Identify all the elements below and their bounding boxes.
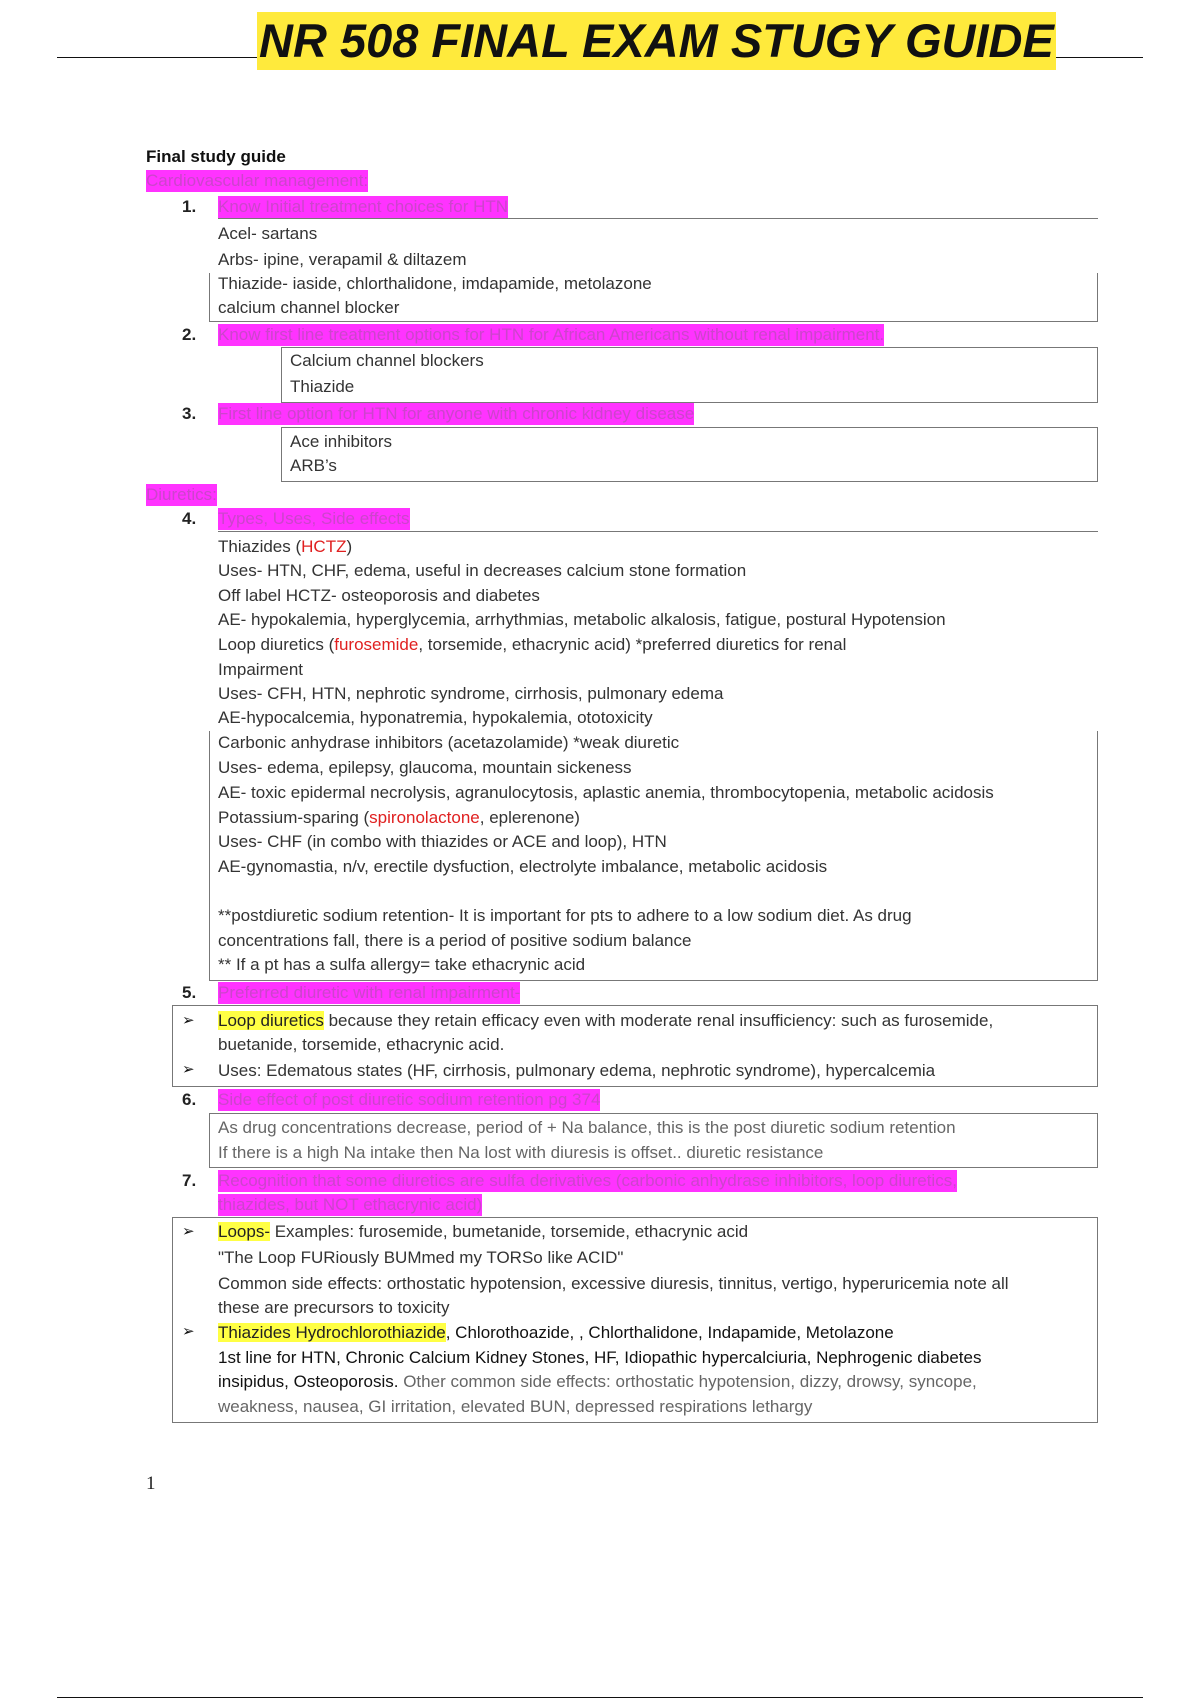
q1-number: 1.	[182, 197, 197, 216]
section-cardiovascular: Cardiovascular management:	[146, 171, 369, 190]
q4-line-15: concentrations fall, there is a period of positive sodium balance	[218, 931, 692, 950]
q1-line-4: calcium channel blocker	[218, 298, 400, 317]
q2-number: 2.	[182, 325, 197, 344]
q7-side-effects-2: these are precursors to toxicity	[218, 1298, 450, 1317]
q5-question: Preferred diuretic with renal impairment-	[218, 983, 521, 1002]
guide-heading: Final study guide	[146, 147, 286, 166]
q4-line-8: Carbonic anhydrase inhibitors (acetazolamide) *weak diuretic	[218, 733, 680, 752]
q4-potassium-sparing: Potassium-sparing (spironolactone, eplerenone)	[218, 808, 580, 827]
q7-side-effects-1: Common side effects: orthostatic hypotension, excessive diuresis, tinnitus, vertigo, hyperuricemia note all	[218, 1274, 1009, 1293]
document-title: NR 508 FINAL EXAM STUGY GUIDE	[257, 12, 1056, 70]
q4-line-14: **postdiuretic sodium retention- It is important for pts to adhere to a low sodium diet. As drug	[218, 906, 912, 925]
q4-line-10: AE- toxic epidermal necrolysis, agranulocytosis, aplastic anemia, thrombocytopenia, metabolic acidosis	[218, 783, 994, 802]
q5-bullet-2: Uses: Edematous states (HF, cirrhosis, pulmonary edema, nephrotic syndrome), hypercalcemia	[218, 1061, 936, 1080]
q1-line-2: Arbs- ipine, verapamil & diltazem	[218, 250, 467, 269]
q7-number: 7.	[182, 1171, 197, 1190]
q2-question: Know first line treatment options for HTN for African Americans without renal impairment.	[218, 325, 885, 344]
q4-loop: Loop diuretics (furosemide, torsemide, ethacrynic acid) *preferred diuretics for renal	[218, 635, 847, 654]
q7-question-line-1: Recognition that some diuretics are sulfa derivatives (carbonic anhydrase inhibitors, loop diuretics,	[218, 1171, 957, 1190]
q4-rule	[218, 531, 1098, 532]
q6-question: Side effect of post diuretic sodium retention pg 374	[218, 1090, 601, 1109]
drug-hctz: HCTZ	[301, 537, 347, 556]
q3-question: First line option for HTN for anyone with chronic kidney disease	[218, 404, 695, 423]
q7-question-line-2: thiazides, but NOT ethacrynic acid)	[218, 1195, 483, 1214]
q4-question: Types, Uses, Side effects	[218, 509, 410, 528]
arrow-bullet-icon: ➢	[182, 1061, 195, 1078]
q4-thiazides: Thiazides (HCTZ)	[218, 537, 353, 556]
drug-spironolactone: spironolactone	[369, 808, 480, 827]
q1-question: Know Initial treatment choices for HTN	[218, 197, 509, 216]
q3-number: 3.	[182, 404, 197, 423]
q7-mnemonic: "The Loop FURiously BUMmed my TORSo like ACID"	[218, 1248, 624, 1267]
q4-number: 4.	[182, 509, 197, 528]
q4-line-5: Impairment	[218, 660, 304, 679]
q7-thiazides: Thiazides Hydrochlorothiazide, Chlorothoazide, , Chlorthalidone, Indapamide, Metolazone	[218, 1323, 894, 1342]
q6-line-2: If there is a high Na intake then Na lost with diuresis is offset.. diuretic resistance	[218, 1143, 824, 1162]
arrow-bullet-icon: ➢	[182, 1012, 195, 1029]
q1-rule	[218, 218, 1098, 219]
q2-line-2: Thiazide	[290, 377, 355, 396]
q3-line-2: ARB’s	[290, 456, 337, 475]
page-bottom-rule	[57, 1697, 1143, 1698]
q4-line-6: Uses- CFH, HTN, nephrotic syndrome, cirrhosis, pulmonary edema	[218, 684, 724, 703]
q5-bullet-1: Loop diuretics because they retain efficacy even with moderate renal insufficiency: such as furosemide,	[218, 1011, 994, 1030]
q5-bullet-1-cont: buetanide, torsemide, ethacrynic acid.	[218, 1035, 505, 1054]
q4-line-1: Uses- HTN, CHF, edema, useful in decreases calcium stone formation	[218, 561, 747, 580]
section-diuretics: Diuretics:	[146, 485, 217, 504]
q7-loops: Loops- Examples: furosemide, bumetanide, torsemide, ethacrynic acid	[218, 1222, 749, 1241]
q6-number: 6.	[182, 1090, 197, 1109]
q6-line-1: As drug concentrations decrease, period of + Na balance, this is the post diuretic sodium retention	[218, 1118, 956, 1137]
q4-line-12: Uses- CHF (in combo with thiazides or ACE and loop), HTN	[218, 832, 667, 851]
arrow-bullet-icon: ➢	[182, 1223, 195, 1240]
q5-number: 5.	[182, 983, 197, 1002]
q4-line-2: Off label HCTZ- osteoporosis and diabetes	[218, 586, 540, 605]
q3-answer-box	[281, 427, 1098, 482]
q4-line-3: AE- hypokalemia, hyperglycemia, arrhythmias, metabolic alkalosis, fatigue, postural Hypotension	[218, 610, 946, 629]
q4-line-13: AE-gynomastia, n/v, erectile dysfuction, electrolyte imbalance, metabolic acidosis	[218, 857, 828, 876]
q2-line-1: Calcium channel blockers	[290, 351, 484, 370]
q1-line-1: Acel- sartans	[218, 224, 318, 243]
q3-line-1: Ace inhibitors	[290, 432, 393, 451]
q4-line-9: Uses- edema, epilepsy, glaucoma, mountain sickeness	[218, 758, 632, 777]
q4-line-7: AE-hypocalcemia, hyponatremia, hypokalemia, ototoxicity	[218, 708, 653, 727]
q7-first-line-3: weakness, nausea, GI irritation, elevated BUN, depressed respirations lethargy	[218, 1397, 813, 1416]
q1-line-3: Thiazide- iaside, chlorthalidone, imdapamide, metolazone	[218, 274, 652, 293]
arrow-bullet-icon: ➢	[182, 1323, 195, 1340]
drug-furosemide: furosemide	[334, 635, 419, 654]
q4-line-16: ** If a pt has a sulfa allergy= take ethacrynic acid	[218, 955, 586, 974]
q7-first-line-2: insipidus, Osteoporosis. Other common side effects: orthostatic hypotension, dizzy, drowsy, syncope,	[218, 1372, 977, 1391]
page-number: 1	[146, 1473, 156, 1494]
q7-first-line-1: 1st line for HTN, Chronic Calcium Kidney Stones, HF, Idiopathic hypercalciuria, Nephrogenic diabetes	[218, 1348, 982, 1367]
